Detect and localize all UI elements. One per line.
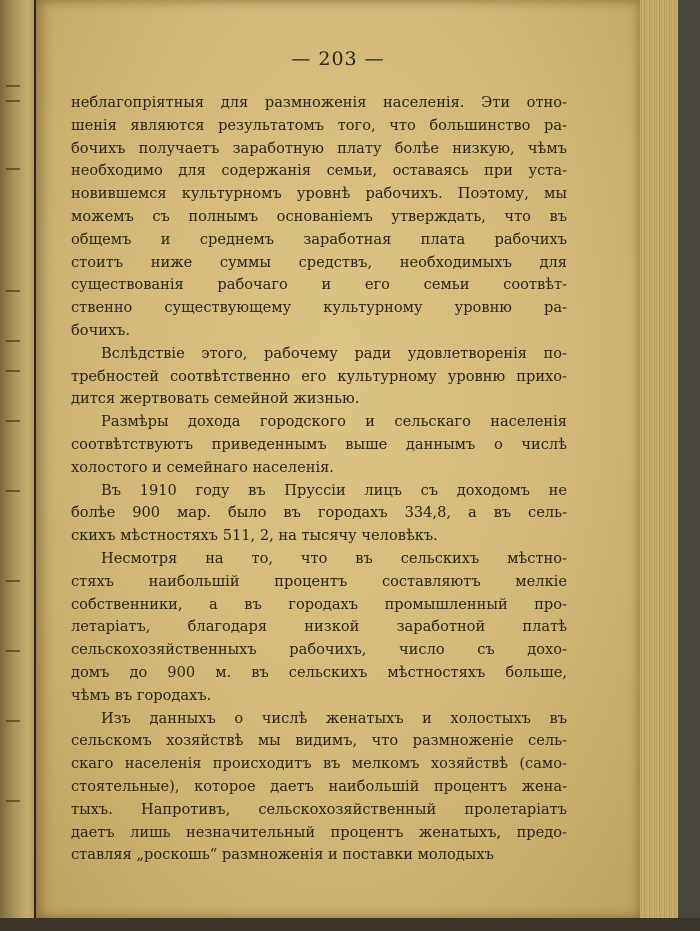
text-fragment xyxy=(6,340,20,342)
text-line: холостого и семейнаго населенія. xyxy=(71,458,334,476)
text-line: Изъ данныхъ о числѣ женатыхъ и холостыхъ въ xyxy=(101,709,567,727)
text-line: бочихъ получаетъ заработную плату болѣе низкую, чѣмъ xyxy=(71,139,567,157)
text-fragment xyxy=(6,85,20,87)
text-fragment xyxy=(6,168,20,170)
text-line: Несмотря на то, что въ сельскихъ мѣстно- xyxy=(101,549,567,567)
text-fragment xyxy=(6,800,20,802)
text-line: Въ 1910 году въ Пруссіи лицъ съ доходомъ не xyxy=(101,481,567,499)
text-line: Вслѣдствіе этого, рабочему ради удовлетворенія по- xyxy=(101,344,567,362)
paragraph xyxy=(71,480,567,548)
text-line: необходимо для содержанія семьи, оставаясь при уста- xyxy=(71,162,567,180)
book-page xyxy=(36,0,640,918)
text-line: шенія являются результатомъ того, что большинство ра- xyxy=(71,116,567,134)
facing-page-text-fragments xyxy=(4,40,28,900)
text-line: существованія рабочаго и его семьи соотвѣт- xyxy=(71,276,567,294)
text-line: сельскохозяйственныхъ рабочихъ, число съ дохо- xyxy=(71,641,567,659)
page-number: — 203 — xyxy=(291,48,385,70)
text-line: собственники, а въ городахъ промышленный про- xyxy=(71,595,567,613)
paragraph xyxy=(71,411,567,479)
text-line: домъ до 900 м. въ сельскихъ мѣстностяхъ больше, xyxy=(71,663,567,681)
book-cover-edge xyxy=(678,0,700,931)
paragraph xyxy=(71,708,567,868)
text-line: неблагопріятныя для размноженія населенія. Эти отно- xyxy=(71,94,567,111)
text-line: Размѣры дохода городского и сельскаго населенія xyxy=(101,413,567,431)
page-body-text xyxy=(71,92,567,867)
text-line: даетъ лишь незначительный процентъ женатыхъ, предо- xyxy=(71,823,567,841)
text-line: чѣмъ въ городахъ. xyxy=(71,686,212,704)
text-line: летаріатъ, благодаря низкой заработной платѣ xyxy=(71,618,567,636)
text-fragment xyxy=(6,100,20,102)
text-line: тыхъ. Напротивъ, сельскохозяйственный пролетаріатъ xyxy=(71,800,567,818)
book-bottom-edge xyxy=(0,918,700,931)
text-line: скихъ мѣстностяхъ 511, 2, на тысячу человѣкъ. xyxy=(71,527,438,545)
text-fragment xyxy=(6,490,20,492)
page-block-edges xyxy=(640,0,680,925)
text-line: стоятельные), которое даетъ наибольшій процентъ жена- xyxy=(71,777,567,795)
text-line: дится жертвовать семейной жизнью. xyxy=(71,390,360,408)
text-fragment xyxy=(6,720,20,722)
text-line: требностей соотвѣтственно его культурному уровню прихо- xyxy=(71,367,567,385)
text-line: ставляя „роскошь“ размноженія и поставки молодыхъ xyxy=(71,846,494,864)
facing-page-edge xyxy=(0,0,34,931)
text-line: болѣе 900 мар. было въ городахъ 334,8, а въ сель- xyxy=(71,504,567,522)
text-line: соотвѣтствуютъ приведеннымъ выше даннымъ о числѣ xyxy=(71,435,567,453)
text-fragment xyxy=(6,370,20,372)
text-fragment xyxy=(6,580,20,582)
text-line: новившемся культурномъ уровнѣ рабочихъ. Поэтому, мы xyxy=(71,185,567,203)
text-line: скаго населенія происходитъ въ мелкомъ хозяйствѣ (само- xyxy=(71,755,567,773)
text-fragment xyxy=(6,650,20,652)
text-fragment xyxy=(6,420,20,422)
text-line: ственно существующему культурному уровню ра- xyxy=(71,299,567,317)
text-line: общемъ и среднемъ заработная плата рабочихъ xyxy=(71,230,567,248)
text-line: бочихъ. xyxy=(71,321,131,339)
text-line: сельскомъ хозяйствѣ мы видимъ, что размноженіе сель- xyxy=(71,732,567,750)
paragraph xyxy=(71,343,567,411)
text-fragment xyxy=(6,290,20,292)
text-line: можемъ съ полнымъ основаніемъ утверждать, что въ xyxy=(71,207,567,225)
text-line: стоитъ ниже суммы средствъ, необходимыхъ для xyxy=(71,253,567,271)
paragraph xyxy=(71,92,567,343)
text-line: стяхъ наибольшій процентъ составляютъ мелкіе xyxy=(71,572,567,590)
paragraph xyxy=(71,548,567,708)
